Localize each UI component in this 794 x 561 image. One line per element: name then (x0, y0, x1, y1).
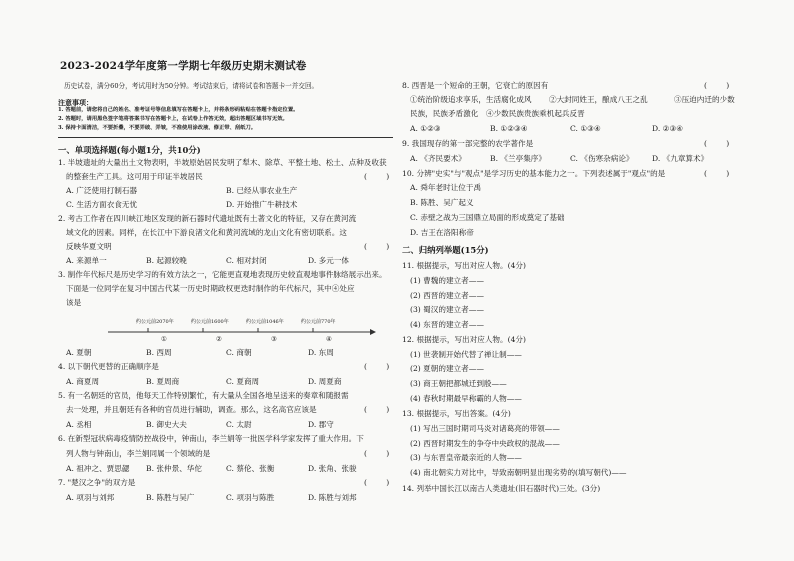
timeline-mark-1: ① (161, 335, 167, 343)
q2-line2: 域文化的因素。同样，在长江中下游良渚文化和黄河流域的龙山文化有密切联系。这 (66, 228, 347, 237)
q2-option-c: C. 相对封闭 (226, 256, 267, 265)
timeline-label-4: 约公元前770年 (301, 319, 336, 325)
q2-line3: 反映华夏文明 (66, 242, 112, 251)
q11-item-3: (3) 蜀汉的建立者—— (410, 305, 484, 314)
q11-item-1: (1) 曹魏的建立者—— (410, 276, 484, 285)
q12-item-4: (4) 春秋时期最早称霸的人物—— (410, 394, 522, 403)
header-divider (58, 137, 393, 138)
q5-option-a: A. 丞相 (66, 420, 92, 429)
q6-option-c: C. 蔡伦、张衡 (226, 464, 275, 473)
notice-1: 1. 答题前，请您将自己的姓名、准考证号等信息填写在答题卡上，并将条形码粘贴在答题卡指定位置。 (58, 107, 299, 113)
q10-option-c: C. 赤壁之战为三国鼎立局面的形成奠定了基础 (410, 213, 565, 222)
q4-answer-paren: ( ) (364, 362, 390, 371)
q8-item-2: ②大封同姓王，酿成八王之乱 (549, 95, 648, 104)
intro-text: 历史试卷，满分60分，考试用时为50分钟。考试结束后，请将试卷和答题卡一并交回。 (64, 82, 319, 90)
section-1-title: 一、单项选择题(每小题1分，共10分) (58, 145, 201, 155)
timeline-mark-2: ② (216, 335, 222, 343)
q4-option-b: B. 夏周商 (146, 377, 180, 386)
q7-option-d: D. 陈胜与刘邦 (308, 493, 357, 502)
q8-item-3-cont: 民族，民族矛盾激化 (410, 109, 479, 118)
q2-option-d: D. 多元一体 (308, 256, 350, 265)
q8-answer-paren: ( ) (704, 81, 730, 90)
q9-answer-paren: ( ) (704, 139, 730, 148)
q12-item-1: (1) 世袭制开始代替了禅让制—— (410, 350, 522, 359)
q3-line1: 3. 制作年代标尺是历史学习的有效方法之一，它能更直观地表现历史较直观地事件脉络展示出来。 (58, 270, 387, 279)
q10-option-d: D. 吉王在洛阳称帝 (410, 228, 474, 237)
q1-line1: 1. 半坡遗址的大量出土文物表明，半坡原始居民发明了犁木、除草、平整土地、松土、点种及收获 (58, 158, 387, 167)
q8-option-d: D. ②③④ (652, 124, 684, 133)
q8-option-b: B. ①②③④ (490, 124, 528, 133)
q6-option-d: D. 张角、张骏 (308, 464, 357, 473)
timeline-label-1: 约公元前2070年 (136, 319, 174, 325)
q12-item-3: (3) 商王朝把都城迁到殷—— (410, 379, 507, 388)
q6-option-b: B. 张仲景、华佗 (146, 464, 202, 473)
q4-option-d: D. 周夏商 (308, 377, 342, 386)
q7-answer-paren: ( ) (364, 478, 390, 487)
q10-stem: 10. 分辨"史实"与"观点"是学习历史的基本能力之一。下列表述属于"观点"的是 (402, 169, 666, 178)
q6-line2: 列人物与钟南山，李兰娟同属一个领域的是 (66, 449, 211, 458)
q3-line3: 该是 (66, 298, 82, 307)
q13-item-2: (2) 西晋时期发生的争夺中央政权的混战—— (410, 439, 560, 448)
q9-stem: 9. 我国现存的第一部完整的农学著作是 (402, 139, 534, 148)
exam-title: 2023-2024学年度第一学期七年级历史期末测试卷 (60, 60, 307, 72)
timeline-label-3: 约公元前1046年 (246, 319, 284, 325)
q4-option-c: C. 夏商周 (226, 377, 260, 386)
q8-option-a: A. ①②③ (410, 124, 441, 133)
q2-option-b: B. 起源较晚 (146, 256, 187, 265)
q7-option-c: C. 项羽与陈胜 (226, 493, 275, 502)
q8-option-c: C. ①③④ (570, 124, 601, 133)
q8-stem: 8. 西晋是一个短命的王朝，它衰亡的原因有 (402, 81, 549, 90)
q8-item-1: ①统治阶级追求享乐，生活腐化成风 (410, 95, 532, 104)
q13-item-3: (3) 与东晋皇帝最亲近的人物—— (410, 453, 522, 462)
q10-option-a: A. 舜年老时让位于禹 (410, 183, 482, 192)
q14-stem: 14. 列举中国长江以南古人类遗址(旧石器时代)三处。(3分) (402, 484, 601, 493)
q5-line1: 5. 有一名朝廷的官员，他每天工作特别繁忙，有大量从全国各地呈送来的奏章和随报需 (58, 391, 349, 400)
q1-option-c: C. 生活方面衣食无忧 (66, 200, 138, 209)
q1-answer-paren: ( ) (364, 172, 390, 181)
q13-stem: 13. 根据提示，写出答案。(4分) (402, 409, 511, 418)
q13-item-1: (1) 写出三国时期司马炎对诸葛亮的带领—— (410, 424, 560, 433)
q11-stem: 11. 根据提示，写出对应人物。(4分) (402, 261, 526, 270)
q9-option-c: C. 《伤寒杂病论》 (570, 154, 634, 163)
q8-item-3: ③压迫内迁的少数 (674, 95, 735, 104)
q3-option-a: A. 夏朝 (66, 348, 92, 357)
q3-option-b: B. 西周 (146, 348, 172, 357)
q1-option-d: D. 开始推广牛耕技术 (226, 200, 298, 209)
q3-line2: 下面是一位同学在复习中国古代某一历史时期政权更迭时制作的年代标尺，其中④处应 (66, 284, 355, 293)
q7-option-a: A. 项羽与刘邦 (66, 493, 115, 502)
q9-option-d: D. 《九章算术》 (652, 154, 709, 163)
q1-option-a: A. 广泛使用打制石器 (66, 186, 138, 195)
q1-option-b: B. 已经从事农业生产 (226, 186, 298, 195)
notice-title: 注意事项： (58, 98, 93, 107)
q5-option-b: B. 御史大夫 (146, 420, 187, 429)
q8-item-4: ④少数民族贵族乘机起兵反晋 (486, 109, 585, 118)
notice-2: 2. 答题时，请用黑色签字笔将答案书写在答题卡上，在试卷上作答无效，超出答题区域书写无效。 (58, 116, 288, 122)
q2-answer-paren: ( ) (364, 242, 390, 251)
q5-option-c: C. 太尉 (226, 420, 252, 429)
q10-option-b: B. 陈胜、吴广起义 (410, 198, 474, 207)
q2-option-a: A. 来源单一 (66, 256, 107, 265)
q6-line1: 6. 在新型冠状病毒疫情防控战役中，钟南山，李兰娟等一批医学科学家发挥了重大作用。下 (58, 434, 364, 443)
q5-option-d: D. 郡守 (308, 420, 334, 429)
section-2-title: 二、归纳列举题(15分) (402, 245, 489, 255)
q12-stem: 12. 根据提示，写出对应人物。(4分) (402, 335, 526, 344)
q7-option-b: B. 陈胜与吴广 (146, 493, 195, 502)
q5-line2: 去一处理，并且朝廷有各种的官员进行辅助，调查。那么，这名高官应该是 (66, 405, 317, 414)
q2-line1: 2. 考古工作者在四川峡江地区发现的新石器时代遗址既有土著文化的特征，又存在黄河流 (58, 214, 357, 223)
q3-option-d: D. 东周 (308, 348, 334, 357)
q5-answer-paren: ( ) (364, 405, 390, 414)
q3-option-c: C. 商朝 (226, 348, 252, 357)
q11-item-4: (4) 东晋的建立者—— (410, 320, 484, 329)
q6-option-a: A. 祖冲之、贾思勰 (66, 464, 130, 473)
q10-answer-paren: ( ) (704, 169, 730, 178)
timeline-mark-3: ③ (271, 335, 277, 343)
notice-3: 3. 保持卡面清洁，不要折叠，不要弄破、弄皱，不准使用涂改液、修正带、刮纸刀。 (58, 125, 257, 131)
q4-option-a: A. 商夏周 (66, 377, 100, 386)
timeline-mark-4: ④ (326, 335, 332, 343)
q9-option-b: B. 《兰亭集序》 (490, 154, 546, 163)
q7-stem: 7. "楚汉之争"的双方是 (58, 478, 136, 487)
q12-item-2: (2) 夏朝的建立者—— (410, 364, 484, 373)
q9-option-a: A. 《齐民要术》 (410, 154, 466, 163)
q11-item-2: (2) 西晋的建立者—— (410, 291, 484, 300)
q4-stem: 4. 以下朝代更替的正确顺序是 (58, 362, 159, 371)
q6-answer-paren: ( ) (364, 449, 390, 458)
q13-item-4: (4) 南北朝实力对比中，导致南朝明显出现劣势的(填写朝代)—— (410, 468, 627, 477)
q1-line2: 的整套生产工具。这可用于印证半坡居民 (66, 172, 203, 181)
timeline-label-2: 约公元前1600年 (191, 319, 229, 325)
